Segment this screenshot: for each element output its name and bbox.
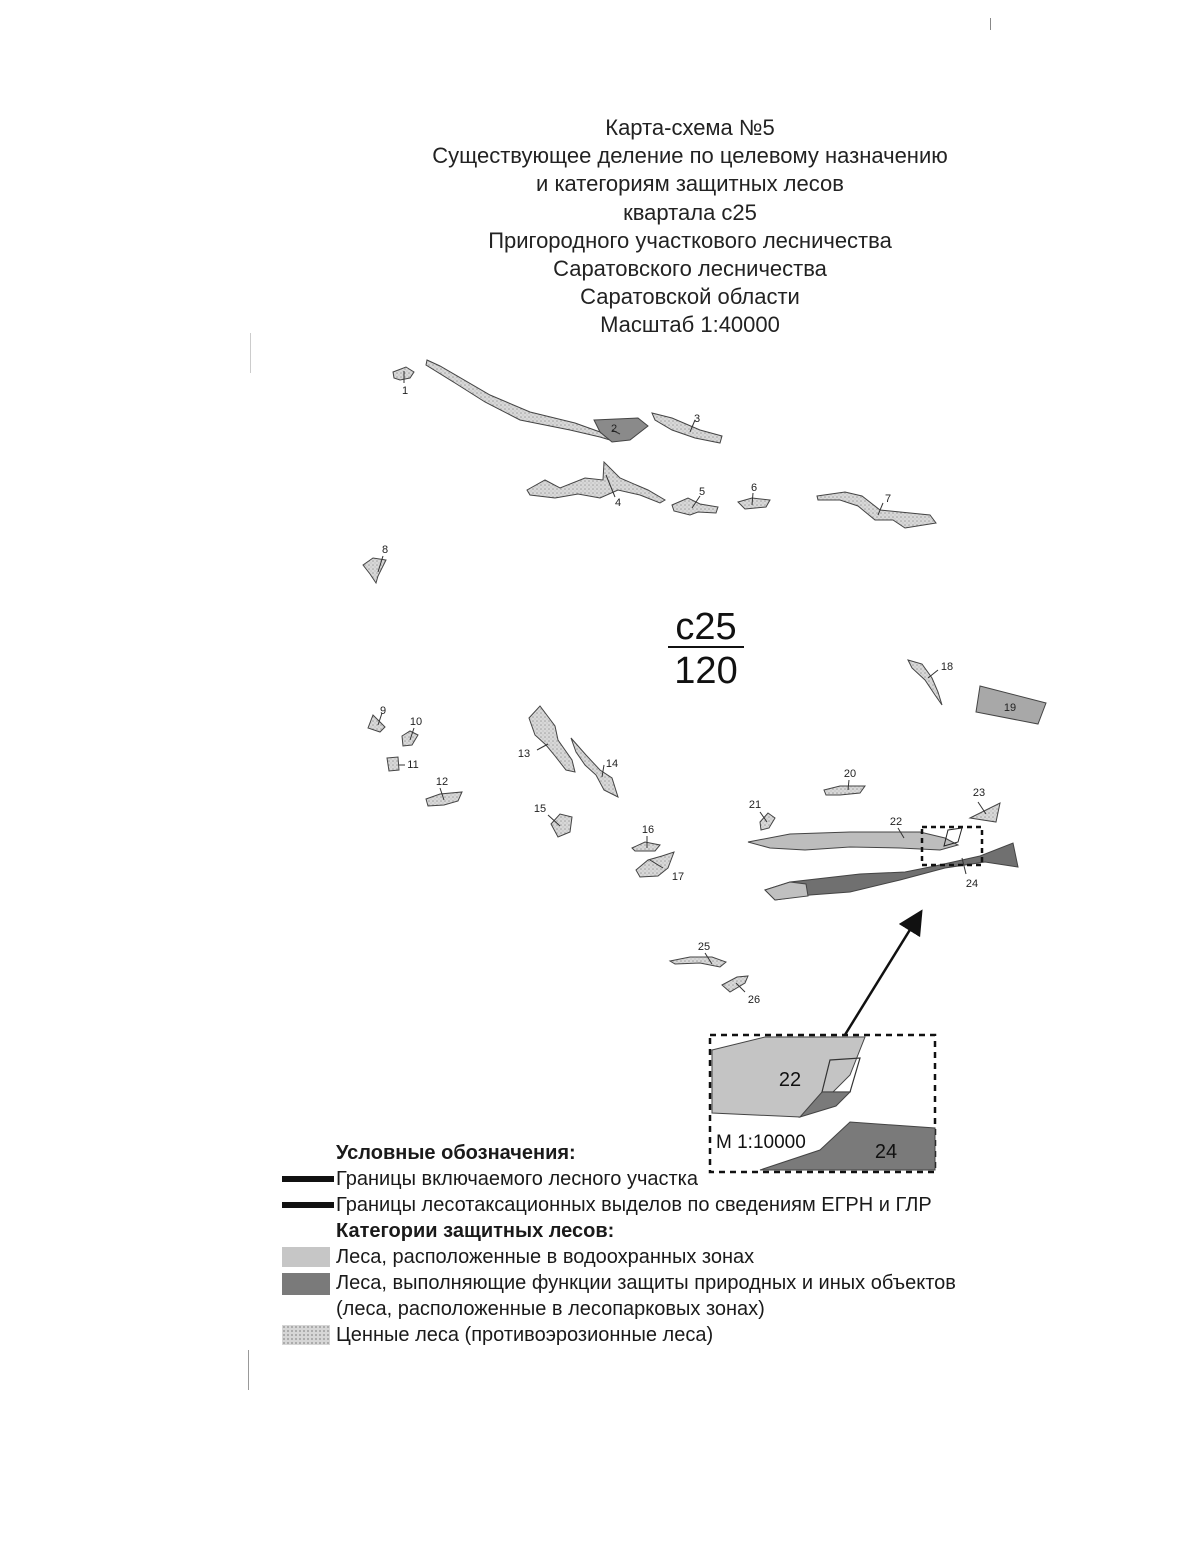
title-line: Саратовского лесничества (553, 256, 827, 282)
legend-categories-heading: Категории защитных лесов: (336, 1220, 615, 1242)
parcel-25 (670, 957, 726, 967)
inset-label: 24 (874, 1141, 898, 1163)
parcel-label: 23 (972, 787, 986, 799)
parcel-label: 21 (748, 799, 762, 811)
parcel-24-light (765, 882, 808, 900)
parcel-label: 1 (401, 385, 409, 397)
title-line: и категориям защитных лесов (536, 171, 844, 197)
inset-scale: М 1:10000 (716, 1132, 806, 1153)
legend-label: Ценные леса (противоэрозионные леса) (336, 1324, 714, 1346)
legend-item-boundary-included (278, 1166, 1118, 1192)
parcel-2 (426, 360, 610, 440)
parcel-label: 4 (614, 497, 622, 509)
quarter-area: 120 (674, 650, 738, 692)
legend-label: Границы лесотаксационных выделов по сведениям ЕГРН и ГЛР (336, 1194, 932, 1216)
map-scale: Масштаб 1:40000 (600, 312, 780, 338)
parcel-label: 12 (435, 776, 449, 788)
quarter-name: с25 (675, 606, 737, 648)
dark-fill-swatch (282, 1273, 330, 1295)
parcel-label: 24 (965, 878, 979, 890)
parcel-18 (908, 660, 942, 705)
title-line: квартала с25 (623, 199, 757, 225)
parcel-label: 17 (671, 871, 685, 883)
legend-label: Леса, выполняющие функции защиты природных и иных объектов (леса, расположенные в лесопарковых зонах) (336, 1272, 956, 1320)
title-line: Существующее деление по целевому назначению (432, 143, 948, 169)
thick-line-symbol (282, 1176, 334, 1182)
title-line: Саратовской области (580, 284, 800, 310)
parcel-label: 26 (747, 994, 761, 1006)
parcel-8 (363, 558, 386, 583)
parcel-22 (748, 832, 958, 850)
parcel-9 (368, 715, 385, 732)
legend-label: Леса, расположенные в водоохранных зонах (336, 1246, 755, 1268)
parcel-26 (722, 976, 748, 992)
inset-arrow (843, 920, 916, 1038)
parcel-16 (632, 842, 660, 851)
parcel-label: 18 (940, 661, 954, 673)
parcel-label: 9 (379, 705, 387, 717)
leader-line (537, 744, 548, 750)
speckled-fill-swatch (282, 1325, 330, 1345)
light-fill-swatch (282, 1247, 330, 1267)
parcel-label: 25 (697, 941, 711, 953)
parcel-13 (529, 706, 575, 772)
parcel-label: 13 (517, 748, 531, 760)
parcel-5 (672, 498, 718, 515)
parcel-label: 14 (605, 758, 619, 770)
parcel-6 (738, 498, 770, 509)
parcel-label: 2 (610, 423, 618, 435)
thick-line-symbol (282, 1202, 334, 1208)
legend-label: Границы включаемого лесного участка (336, 1168, 698, 1190)
parcel-7 (817, 492, 936, 528)
parcel-20 (824, 786, 865, 795)
parcel-label: 5 (698, 486, 706, 498)
legend-item-water-protection (278, 1244, 1118, 1270)
parcel-label: 16 (641, 824, 655, 836)
legend-item-protective-functions (278, 1270, 1118, 1322)
title-line: Карта-схема №5 (605, 115, 775, 140)
parcel-label: 7 (884, 493, 892, 505)
parcel-17 (636, 852, 674, 877)
parcel-label: 3 (693, 413, 701, 425)
parcel-label: 11 (407, 759, 419, 771)
parcel-3 (652, 413, 722, 443)
parcel-label: 15 (533, 803, 547, 815)
parcel-2-dark (594, 418, 648, 442)
inset-label: 22 (778, 1069, 802, 1091)
parcel-label: 20 (843, 768, 857, 780)
map-legend (278, 1140, 1118, 1348)
legend-item-boundary-egrn (278, 1192, 1118, 1218)
parcel-4 (527, 462, 665, 503)
parcel-11 (387, 757, 399, 771)
parcel-label: 19 (1003, 702, 1017, 714)
legend-item-valuable (278, 1322, 1118, 1348)
legend-heading: Условные обозначения: (336, 1142, 576, 1164)
parcel-15 (551, 814, 572, 837)
parcel-label: 22 (889, 816, 903, 828)
parcel-label: 8 (381, 544, 389, 556)
title-line: Пригородного участкового лесничества (488, 227, 892, 253)
parcel-label: 10 (409, 716, 423, 728)
parcel-label: 6 (750, 482, 758, 494)
